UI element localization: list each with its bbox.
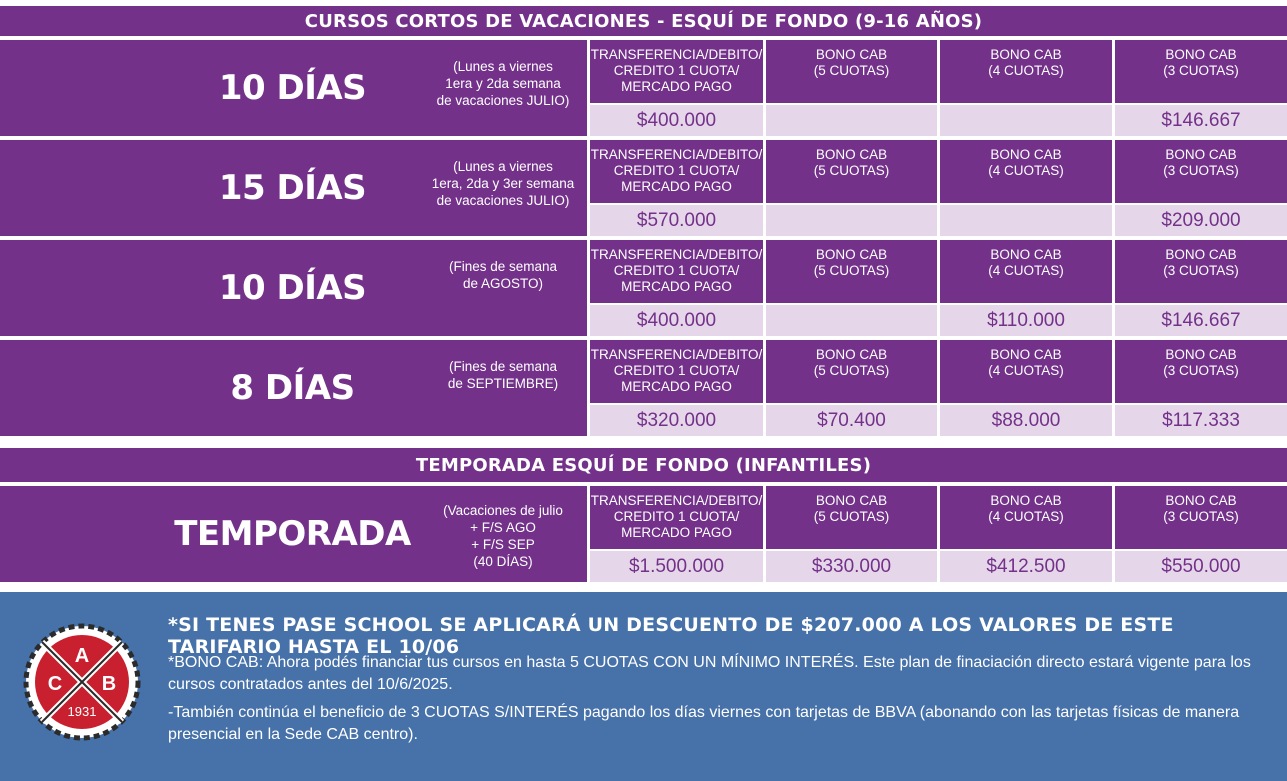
- season-title: TEMPORADA: [174, 514, 411, 554]
- cab-logo-emblem: [22, 622, 142, 742]
- price-transferencia: $1.500.000: [590, 551, 763, 582]
- bono-cab-note: *BONO CAB: Ahora podés financiar tus cursos en hasta 5 CUOTAS CON UN MÍNIMO INTERÉS. Este plan de finaciación directo estará vigente para los cursos contratados antes del 10/6/2025.: [168, 654, 1251, 693]
- course-label-panel: [0, 140, 587, 236]
- course-days: 10 DÍAS: [218, 268, 367, 308]
- price-bono-5: $330.000: [766, 551, 937, 582]
- header-transferencia: TRANSFERENCIA/DEBITO/ CREDITO 1 CUOTA/ MERCADO PAGO: [590, 140, 763, 203]
- header-bono-5: BONO CAB (5 CUOTAS): [766, 240, 937, 303]
- course-block: [0, 40, 1287, 136]
- season-block: [0, 486, 1287, 582]
- header-bono-5: BONO CAB (5 CUOTAS): [766, 340, 937, 403]
- logo-letter-c: C: [47, 673, 63, 695]
- course-label-panel: [0, 40, 587, 136]
- cab-logo: [22, 622, 142, 742]
- page-title: CURSOS CORTOS DE VACACIONES - ESQUÍ DE FONDO (9-16 AÑOS): [0, 6, 1287, 36]
- info-panel: [0, 592, 1287, 781]
- header-bono-3: BONO CAB (3 CUOTAS): [1115, 240, 1287, 303]
- price-transferencia: $400.000: [590, 305, 763, 336]
- course-block: [0, 340, 1287, 436]
- price-bono-4: $88.000: [940, 405, 1112, 436]
- price-bono-4: $110.000: [940, 305, 1112, 336]
- header-bono-3: BONO CAB (3 CUOTAS): [1115, 40, 1287, 103]
- header-bono-3: BONO CAB (3 CUOTAS): [1115, 140, 1287, 203]
- season-description: (Vacaciones de julio + F/S AGO + F/S SEP (40 DÍAS): [443, 503, 563, 569]
- header-bono-4: BONO CAB (4 CUOTAS): [940, 240, 1112, 303]
- header-bono-3: BONO CAB (3 CUOTAS): [1115, 340, 1287, 403]
- course-days: 15 DÍAS: [218, 168, 367, 208]
- price-transferencia: $570.000: [590, 205, 763, 236]
- header-bono-3: BONO CAB (3 CUOTAS): [1115, 486, 1287, 549]
- course-days: 8 DÍAS: [230, 368, 355, 408]
- price-bono-3: $117.333: [1115, 405, 1287, 436]
- course-description: (Lunes a viernes 1era, 2da y 3er semana de vacaciones JULIO): [431, 159, 575, 208]
- section-title: TEMPORADA ESQUÍ DE FONDO (INFANTILES): [0, 448, 1287, 482]
- header-bono-4: BONO CAB (4 CUOTAS): [940, 486, 1112, 549]
- header-bono-4: BONO CAB (4 CUOTAS): [940, 140, 1112, 203]
- price-bono-4: [940, 205, 1112, 236]
- logo-letter-b: B: [101, 673, 117, 695]
- header-bono-4: BONO CAB (4 CUOTAS): [940, 40, 1112, 103]
- course-days: 10 DÍAS: [218, 68, 367, 108]
- price-bono-4: [940, 105, 1112, 136]
- discount-headline: *SI TENES PASE SCHOOL SE APLICARÁ UN DESCUENTO DE $207.000 A LOS VALORES DE ESTE TARIFARIO HASTA EL 10/06: [168, 614, 1174, 658]
- price-bono-5: [766, 205, 937, 236]
- header-bono-5: BONO CAB (5 CUOTAS): [766, 40, 937, 103]
- header-bono-5: BONO CAB (5 CUOTAS): [766, 140, 937, 203]
- logo-letter-a: A: [74, 645, 90, 667]
- price-transferencia: $320.000: [590, 405, 763, 436]
- price-bono-3: $550.000: [1115, 551, 1287, 582]
- header-bono-4: BONO CAB (4 CUOTAS): [940, 340, 1112, 403]
- course-description: (Lunes a viernes 1era y 2da semana de vacaciones JULIO): [436, 59, 570, 108]
- header-bono-5: BONO CAB (5 CUOTAS): [766, 486, 937, 549]
- season-label-panel: [0, 486, 587, 582]
- bbva-note: -También continúa el beneficio de 3 CUOTAS S/INTERÉS pagando los días viernes con tarjetas de BBVA (abonando con las tarjetas físicas de manera presencial en la Sede CAB centro).: [168, 704, 1240, 743]
- logo-year: 1931: [67, 704, 97, 719]
- price-bono-5: [766, 305, 937, 336]
- price-bono-3: $209.000: [1115, 205, 1287, 236]
- header-transferencia: TRANSFERENCIA/DEBITO/ CREDITO 1 CUOTA/ MERCADO PAGO: [590, 486, 763, 549]
- price-transferencia: $400.000: [590, 105, 763, 136]
- header-transferencia: TRANSFERENCIA/DEBITO/ CREDITO 1 CUOTA/ MERCADO PAGO: [590, 40, 763, 103]
- price-bono-5: [766, 105, 937, 136]
- price-bono-4: $412.500: [940, 551, 1112, 582]
- course-label-panel: [0, 240, 587, 336]
- header-transferencia: TRANSFERENCIA/DEBITO/ CREDITO 1 CUOTA/ MERCADO PAGO: [590, 240, 763, 303]
- header-transferencia: TRANSFERENCIA/DEBITO/ CREDITO 1 CUOTA/ MERCADO PAGO: [590, 340, 763, 403]
- course-description: (Fines de semana de SEPTIEMBRE): [447, 359, 559, 391]
- price-bono-3: $146.667: [1115, 105, 1287, 136]
- price-bono-3: $146.667: [1115, 305, 1287, 336]
- course-block: [0, 240, 1287, 336]
- course-block: [0, 140, 1287, 236]
- price-bono-5: $70.400: [766, 405, 937, 436]
- course-description: (Fines de semana de AGOSTO): [448, 259, 558, 291]
- course-label-panel: [0, 340, 587, 436]
